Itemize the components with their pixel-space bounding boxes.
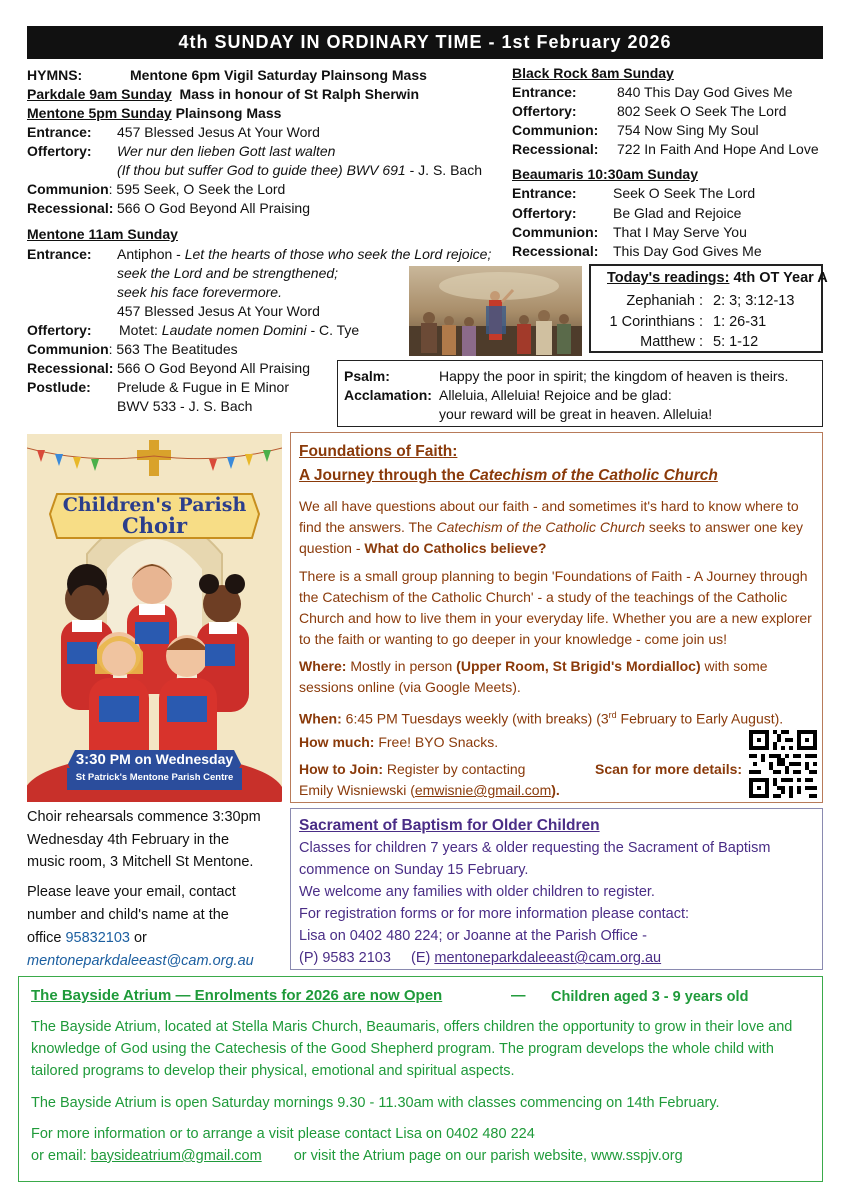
faith-qr-code[interactable] (749, 730, 817, 798)
m11-postlude-label: Postlude: (27, 379, 91, 395)
atrium-paragraph-2: The Bayside Atrium is open Saturday mornings 9.30 - 11.30am with classes commencing on 14th February. (31, 1095, 720, 1111)
hymns-heading: HYMNS: (27, 67, 83, 83)
bm-offertory-label: Offertory: (512, 205, 577, 221)
office-phone-link[interactable]: 95832103 (65, 930, 130, 946)
reading-3-ref: 5: 1-12 (713, 334, 759, 350)
m11-entrance-hymn: 457 Blessed Jesus At Your Word (117, 303, 320, 319)
faith-scan-label: Scan for more details: (595, 761, 743, 777)
choir-text-1: Choir rehearsals commence 3:30pm (27, 809, 261, 825)
br-recessional-value: 722 In Faith And Hope And Love (617, 141, 819, 157)
psalm-box (337, 360, 823, 427)
reading-1-ref: 2: 3; 3:12-13 (713, 293, 795, 309)
br-entrance-value: 840 This Day God Gives Me (617, 84, 793, 100)
m11-offertory-value: Motet: Laudate nomen Domini - C. Tye (119, 322, 360, 338)
choir-text-4: Please leave your email, contact (27, 884, 236, 900)
atrium-dash: — (511, 988, 526, 1004)
m11-communion: Communion: 563 The Beatitudes (27, 341, 238, 357)
bm-communion-label: Communion: (512, 224, 599, 240)
bm-entrance-label: Entrance: (512, 185, 577, 201)
bm-entrance-value: Seek O Seek The Lord (613, 185, 756, 201)
psalm-label: Psalm: (344, 368, 390, 384)
m5-entrance-value: 457 Blessed Jesus At Your Word (117, 124, 320, 140)
beaumaris-heading: Beaumaris 10:30am Sunday (512, 166, 698, 182)
baptism-box (290, 808, 823, 970)
baptism-line-4: For registration forms or for more information please contact: (299, 906, 690, 922)
office-email-link[interactable]: mentoneparkdaleeast@cam.org.au (27, 953, 254, 969)
choir-text-5: number and child's name at the (27, 907, 229, 923)
baptism-line-3: We welcome any families with older children to register. (299, 884, 655, 900)
choir-place: St Patrick's Mentone Parish Centre (75, 772, 234, 783)
m11-postlude-line1: Prelude & Fugue in E Minor (117, 379, 289, 395)
reading-1-book: Zephaniah : (626, 293, 703, 309)
m5-offertory-label: Offertory: (27, 143, 92, 159)
br-entrance-label: Entrance: (512, 84, 577, 100)
m5-recessional-value: 566 O God Beyond All Praising (117, 200, 311, 216)
br-offertory-value: 802 Seek O Seek The Lord (617, 103, 787, 119)
choir-title-1: Children's Parish (62, 494, 247, 516)
faith-paragraph-1: We all have questions about our faith - and sometimes it's hard to know where to find the answers. The Catechism of the Catholic Church seeks to answer one key question - What do Catholics believe? (299, 498, 804, 556)
faith-contact: Emily Wisniewski (emwisnie@gmail.com). (299, 782, 560, 798)
faith-title-1: Foundations of Faith: (299, 443, 458, 460)
faith-where: Where: Mostly in person (Upper Room, St Brigid's Mordialloc) with some sessions online (via Google Meets). (299, 658, 768, 695)
choir-title-2: Choir (121, 513, 188, 538)
br-recessional-label: Recessional: (512, 141, 599, 157)
atrium-paragraph-4: or email: baysideatrium@gmail.com or visit the Atrium page on our parish website, www.sspjv.org (31, 1148, 683, 1164)
m5-entrance-label: Entrance: (27, 124, 92, 140)
m11-recessional-label: Recessional: (27, 360, 114, 376)
baptism-title: Sacrament of Baptism for Older Children (299, 817, 600, 834)
choir-text-2: Wednesday 4th February in the (27, 832, 230, 848)
baptism-line-1: Classes for children 7 years & older requesting the Sacrament of Baptism (299, 840, 771, 856)
acclamation-label: Acclamation: (344, 387, 432, 403)
mentone11-heading: Mentone 11am Sunday (27, 226, 178, 242)
faith-when: When: 6:45 PM Tuesdays weekly (with breaks) (3rd February to Early August). (299, 710, 784, 727)
m11-entrance-line2: seek the Lord and be strengthened; (117, 265, 339, 281)
choir-poster (27, 434, 282, 802)
baptism-email-link[interactable]: mentoneparkdaleeast@cam.org.au (434, 950, 662, 966)
reading-2-ref: 1: 26-31 (713, 314, 767, 330)
m11-entrance-label: Entrance: (27, 246, 92, 262)
atrium-paragraph-1: The Bayside Atrium, located at Stella Maris Church, Beaumaris, offers children the opportunity to grow in their love and knowledge of God using the Catechesis of the Good Shepherd program. The program develops the whole child with tailored programs to develop their physical, emotional and spiritual aspects. (31, 1019, 793, 1079)
m5-offertory-translation: (If thou but suffer God to guide thee) BWV 691 - J. S. Bach (117, 162, 482, 178)
faith-how-to-join: How to Join: Register by contacting (299, 761, 526, 777)
br-communion-label: Communion: (512, 122, 599, 138)
psalm-text: Happy the poor in spirit; the kingdom of heaven is theirs. (439, 368, 789, 384)
faith-contact-email-link[interactable]: emwisnie@gmail.com (414, 782, 552, 798)
bm-offertory-value: Be Glad and Rejoice (613, 205, 742, 221)
m11-offertory-label: Offertory: (27, 322, 92, 338)
choir-time: 3:30 PM on Wednesday (75, 751, 234, 768)
m5-recessional-label: Recessional: (27, 200, 114, 216)
choir-text-3: music room, 3 Mitchell St Mentone. (27, 854, 254, 870)
page-title: 4th SUNDAY IN ORDINARY TIME - 1st February 2026 (27, 26, 823, 59)
choir-text-6: office 95832103 or (27, 930, 147, 946)
blackrock-heading: Black Rock 8am Sunday (512, 65, 674, 81)
bm-recessional-value: This Day God Gives Me (613, 243, 762, 259)
acclamation-text2: your reward will be great in heaven. Alleluia! (439, 406, 713, 422)
atrium-paragraph-3: For more information or to arrange a visit please contact Lisa on 0402 480 224 (31, 1126, 535, 1142)
reading-3-book: Matthew : (640, 334, 703, 350)
bm-communion-value: That I May Serve You (613, 224, 747, 240)
m11-postlude-line2: BWV 533 - J. S. Bach (117, 398, 253, 414)
readings-box (589, 264, 828, 353)
m5-offertory-value: Wer nur den lieben Gott last walten (117, 143, 336, 159)
baptism-line-6: (P) 9583 2103 (E) mentoneparkdaleeast@cam.org.au (299, 950, 662, 966)
m11-entrance-line3: seek his face forevermore. (117, 284, 282, 300)
m11-entrance-antiphon: Antiphon - Let the hearts of those who seek the Lord rejoice; (117, 246, 492, 262)
foundations-of-faith-box (290, 432, 823, 803)
bayside-atrium-box (18, 976, 823, 1182)
readings-title: Today's readings: 4th OT Year A (607, 270, 828, 286)
atrium-email-link[interactable]: baysideatrium@gmail.com (90, 1148, 262, 1164)
atrium-ages: Children aged 3 - 9 years old (551, 989, 749, 1005)
reading-2-book: 1 Corinthians : (609, 314, 703, 330)
br-communion-value: 754 Now Sing My Soul (617, 122, 759, 138)
baptism-line-2: commence on Sunday 15 February. (299, 862, 529, 878)
br-offertory-label: Offertory: (512, 103, 577, 119)
faith-how-much: How much: Free! BYO Snacks. (299, 734, 499, 750)
vigil-line: Mentone 6pm Vigil Saturday Plainsong Mass (130, 67, 427, 83)
bm-recessional-label: Recessional: (512, 243, 599, 259)
parkdale-line: Parkdale 9am Sunday Mass in honour of St Ralph Sherwin (27, 86, 420, 102)
sermon-painting (409, 266, 582, 356)
atrium-title: The Bayside Atrium — Enrolments for 2026 are now Open (31, 987, 443, 1004)
baptism-line-5: Lisa on 0402 480 224; or Joanne at the Parish Office - (299, 928, 647, 944)
m5-communion: Communion: 595 Seek, O Seek the Lord (27, 181, 286, 197)
faith-paragraph-2: There is a small group planning to begin 'Foundations of Faith - A Journey through the Catechism of the Catholic Church' - a study of the teachings of the Catholic Church and how to live them in your everyday life. Whether you are a new explorer to the faith or wanting to go deeper in your knowledge - come join us! (299, 568, 812, 647)
faith-title-2: A Journey through the Catechism of the Catholic Church (299, 467, 718, 484)
m11-recessional-value: 566 O God Beyond All Praising (117, 360, 311, 376)
acclamation-text: Alleluia, Alleluia! Rejoice and be glad: (439, 387, 672, 403)
mentone5-line: Mentone 5pm Sunday Plainsong Mass (27, 105, 282, 121)
